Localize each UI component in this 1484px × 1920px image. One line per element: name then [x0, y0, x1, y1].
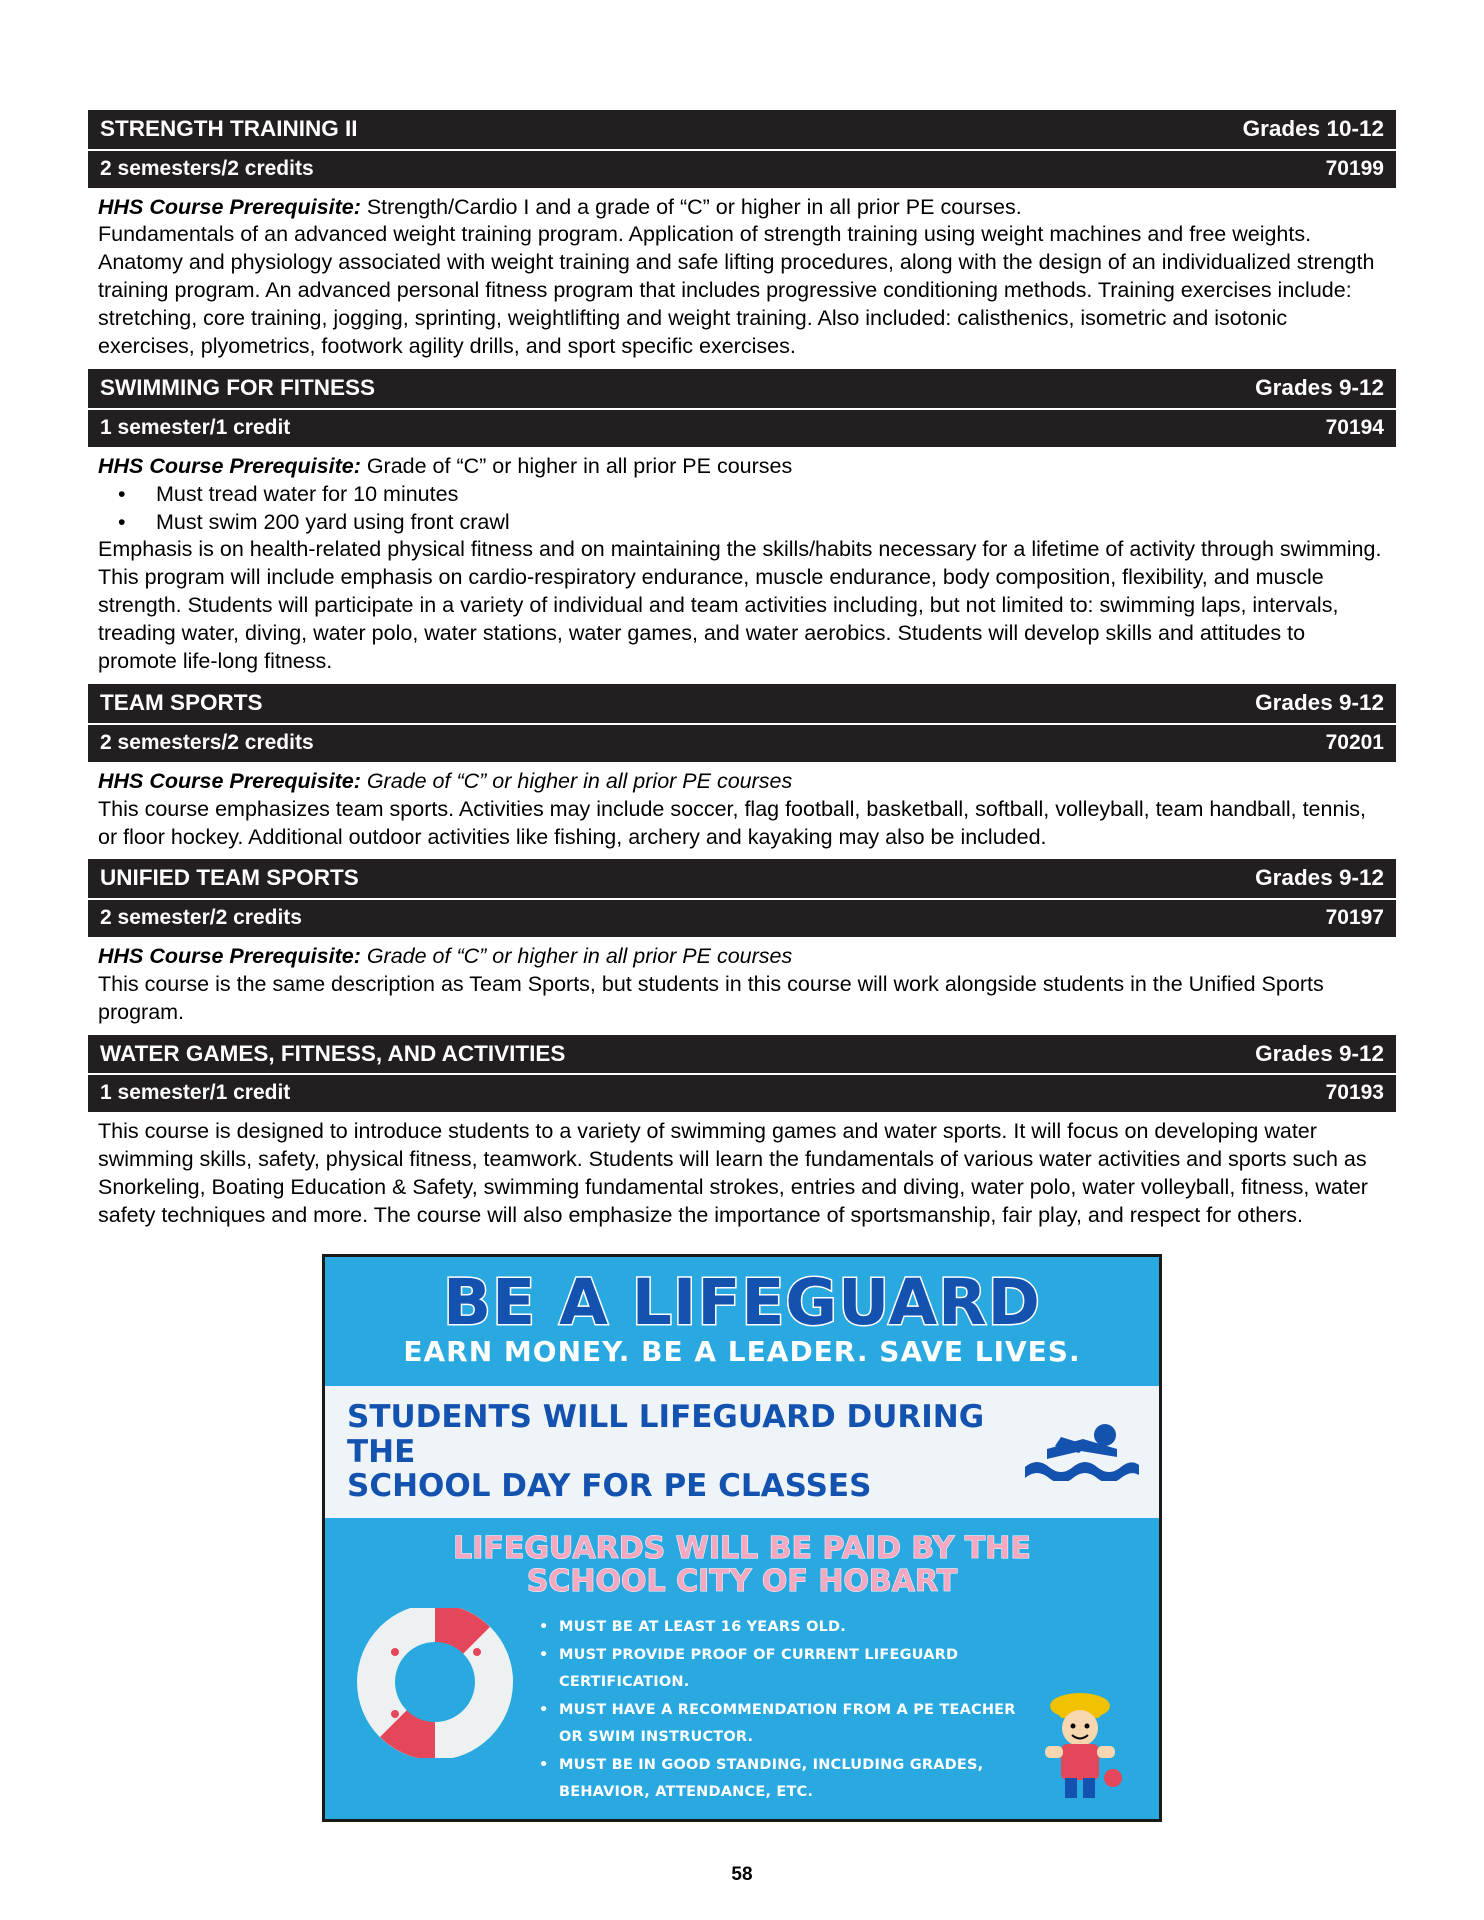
- life-ring-icon: [339, 1608, 529, 1758]
- course-title: UNIFIED TEAM SPORTS: [100, 865, 359, 891]
- course-grades: Grades 9-12: [1255, 865, 1384, 891]
- course-credits: 1 semester/1 credit: [100, 1081, 291, 1105]
- course-subheader: [88, 408, 1396, 447]
- course-grades: Grades 9-12: [1255, 1040, 1384, 1066]
- list-item: • Must swim 200 yard using front crawl: [98, 509, 1386, 537]
- course-body: [88, 188, 1396, 370]
- course-credits: 1 semester/1 credit: [100, 415, 291, 439]
- prerequisite-label: HHS Course Prerequisite:: [98, 194, 361, 219]
- course-entry: [88, 859, 1396, 1034]
- course-subheader: [88, 1073, 1396, 1112]
- list-item: • MUST HAVE A RECOMMENDATION FROM A PE TEACHER OR SWIM INSTRUCTOR.: [535, 1697, 1025, 1752]
- course-credits: 2 semesters/2 credits: [100, 156, 314, 180]
- course-entry: [88, 110, 1396, 369]
- list-item: • MUST PROVIDE PROOF OF CURRENT LIFEGUARD CERTIFICATION.: [535, 1642, 1025, 1697]
- course-code: 70193: [1325, 1081, 1384, 1105]
- course-code: 70199: [1325, 156, 1384, 180]
- course-title: STRENGTH TRAINING II: [100, 116, 358, 141]
- course-title: TEAM SPORTS: [100, 690, 263, 716]
- prerequisite-value: Grade of “C” or higher in all prior PE courses: [360, 943, 793, 968]
- course-subheader: [88, 898, 1396, 937]
- course-header: [88, 369, 1396, 408]
- poster-paid-text: [325, 1532, 1159, 1598]
- course-body: [88, 937, 1396, 1035]
- course-description: This course is the same description as Team Sports, but students in this course will work alongside students in the Unified Sports program.: [98, 971, 1324, 1024]
- prerequisite-label: HHS Course Prerequisite:: [98, 768, 361, 793]
- course-header: [88, 859, 1396, 898]
- course-credits: 2 semester/2 credits: [100, 905, 302, 929]
- course-description: This course is designed to introduce students to a variety of swimming games and water sports. It will focus on developing water swimming skills, safety, physical fitness, teamwork. Students will learn the fundamentals of various water activities and sports such as Snorkeling, Boating Education & Safety, swimming fundamental strokes, entries and diving, water polo, water volleyball, fitness, water safety techniques and more. The course will also emphasize the importance of sportsmanship, fair play, and respect for others.: [98, 1119, 1368, 1228]
- prerequisite-value: Grade of “C” or higher in all prior PE courses: [360, 768, 793, 793]
- swimmer-icon: [1021, 1419, 1141, 1486]
- course-description: This course emphasizes team sports. Activities may include soccer, flag football, basketball, softball, volleyball, team handball, tennis, or floor hockey. Additional outdoor activities like fishing, archery and kayaking may also be included.: [98, 796, 1366, 849]
- prerequisite-label: HHS Course Prerequisite:: [98, 943, 361, 968]
- poster-top-section: [325, 1257, 1159, 1382]
- course-code: 70201: [1325, 730, 1384, 754]
- list-item: • Must tread water for 10 minutes: [98, 481, 1386, 509]
- poster-middle-line-1: STUDENTS WILL LIFEGUARD DURING THE: [347, 1399, 985, 1470]
- poster-middle-line-2: SCHOOL DAY FOR PE CLASSES: [347, 1468, 872, 1505]
- list-item: • MUST BE IN GOOD STANDING, INCLUDING GRADES, BEHAVIOR, ATTENDANCE, ETC.: [535, 1752, 1025, 1807]
- prerequisite-bullets: [98, 481, 1386, 537]
- poster-title: BE A LIFEGUARD: [443, 1266, 1041, 1339]
- lifeguard-poster: [88, 1254, 1396, 1822]
- poster-paid-line-2: SCHOOL CITY OF HOBART: [526, 1564, 958, 1600]
- course-grades: Grades 9-12: [1255, 375, 1384, 401]
- prerequisite-label: HHS Course Prerequisite:: [98, 453, 361, 478]
- course-entry: [88, 369, 1396, 684]
- course-header: [88, 1035, 1396, 1074]
- poster-paid-line-1: LIFEGUARDS WILL BE PAID BY THE: [453, 1531, 1031, 1567]
- course-body: [88, 447, 1396, 685]
- course-grades: Grades 9-12: [1255, 690, 1384, 716]
- course-subheader: [88, 149, 1396, 188]
- course-header: [88, 110, 1396, 149]
- poster-middle-section: [325, 1382, 1159, 1522]
- course-title: WATER GAMES, FITNESS, AND ACTIVITIES: [100, 1040, 566, 1066]
- course-subheader: [88, 723, 1396, 762]
- poster-bottom-section: [325, 1522, 1159, 1819]
- course-title: SWIMMING FOR FITNESS: [100, 375, 375, 401]
- course-header: [88, 684, 1396, 723]
- course-description: Fundamentals of an advanced weight training program. Application of strength training using weight machines and free weights. Anatomy and physiology associated with weight training and safe lifting procedures, along with the design of an individualized strength training program. An advanced personal fitness program that includes progressive conditioning methods. Training exercises include: stretching, core training, jogging, sprinting, weightlifting and weight training. Also included: calisthenics, isometric and isotonic exercises, plyometrics, footwork agility drills, and sport specific exercises.: [98, 222, 1375, 359]
- prerequisite-value: Grade of “C” or higher in all prior PE courses: [360, 453, 793, 478]
- course-grades: Grades 10-12: [1242, 116, 1384, 141]
- course-entry: [88, 684, 1396, 859]
- course-code: 70194: [1325, 415, 1384, 439]
- course-credits: 2 semesters/2 credits: [100, 730, 314, 754]
- list-item: • MUST BE AT LEAST 16 YEARS OLD.: [535, 1614, 1025, 1642]
- poster-requirements-list: [535, 1614, 1025, 1807]
- page-number: 58: [731, 1864, 753, 1885]
- brickie-mascot-icon: [1025, 1682, 1145, 1807]
- poster-middle-text: [347, 1400, 1007, 1504]
- course-body: [88, 1112, 1396, 1238]
- course-description: Emphasis is on health-related physical fitness and on maintaining the skills/habits necessary for a lifetime of activity through swimming. This program will include emphasis on cardio-respiratory endurance, muscle endurance, body composition, flexibility, and muscle strength. Students will participate in a variety of individual and team activities including, but not limited to: swimming laps, intervals, treading water, diving, water polo, water stations, water games, and water aerobics. Students will develop skills and attitudes to promote life-long fitness.: [98, 537, 1382, 674]
- course-code: 70197: [1325, 905, 1384, 929]
- course-body: [88, 762, 1396, 860]
- course-entry: [88, 1035, 1396, 1238]
- prerequisite-value: Strength/Cardio I and a grade of “C” or higher in all prior PE courses.: [360, 194, 1022, 219]
- poster-subtitle: EARN MONEY. BE A LEADER. SAVE LIVES.: [403, 1335, 1081, 1368]
